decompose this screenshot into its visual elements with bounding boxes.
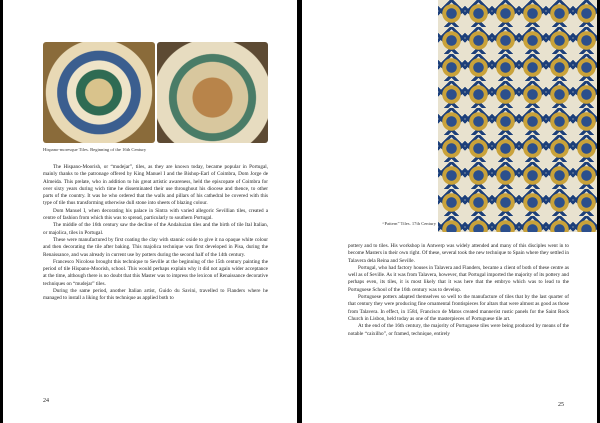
page-number: 24 bbox=[43, 398, 49, 404]
paragraph: The middle of the 16th century saw the decline of the Andaluzian tiles and the birth of tile Ital Italian, or majolica, tiles in Portugal. bbox=[43, 222, 268, 236]
paragraph: At the end of the 16th century, the majority of Portuguese tiles were being produced by means of the notable “caixilho”, or framed, technique, entirely bbox=[348, 323, 569, 337]
left-page bbox=[3, 0, 297, 423]
paragraph: Portuguese potters adapted themselves so well to the manufacture of tiles that by the last quarter of that century they were producing fine ornamental frontispieces for altars that were almost as good as those from Talavera. In effect, in 1584, Francisco de Matos created mannerist rustic panels for the Saint Rock Church in Lisbon, held today as one of the masterpieces of Portuguese tile art. bbox=[348, 294, 569, 322]
page-number: 25 bbox=[558, 402, 564, 408]
paragraph: During the same period, another Italian artist, Guido du Savini, travelled to Flanders where he managed to install a liking for this technique as applied both to bbox=[43, 288, 268, 302]
tile-photo-caption: Hispano-moresque Tiles. Beginning of the 16th Century bbox=[43, 147, 147, 152]
right-page bbox=[302, 0, 597, 423]
paragraph: pottery and to tiles. His workshop in Antwerp was widely attended and many of this disciples went in to become Masters in their own right. Of these, several took the new technique to Spain where they settled in Talavera dela Reina and Seville. bbox=[348, 243, 569, 264]
paragraph: Portugal, who had factory houses in Talavera and Flanders, became a client of both of these centre as well as of Seville. As it was from Talavera, however, that Portugal imported the majority of its pottery and perhaps even, its tiles, it is most likely that it was here that the embryo which was to lead to the Portuguese School of the 16th century was to develop. bbox=[348, 264, 569, 293]
hispano-moresque-tile-photo-1 bbox=[43, 42, 155, 143]
pattern-tiles-caption: “Pattern” Tiles. 17th Century bbox=[382, 221, 436, 226]
paragraph: Dom Manuel I, when decorating his palace in Sintra with varied allegoric Sevillian tiles, created a centre of fashion from which this was to spread, particularly to southern Portugal. bbox=[43, 207, 268, 222]
paragraph: Francesco Nicoloso brought this technique to Seville at the beginning of the 15th century painting the period of tile Hispano-Moorish, school. This would perhaps explain why it did not again wider acceptance at the time, although there is no doubt that this Master was to impress the lexicon of Renaissance decorative techniques on “mudejar” tiles. bbox=[43, 258, 268, 287]
pattern-tiles-photo bbox=[438, 0, 597, 232]
paragraph: These were manufactured by first coating the clay with stannic oxide to give it na opaque white colour and then decorating the tile after baking. This majolica technique was first developed in Pisa, during the Renaissance, and was already in current use by potters during the second half of the 14th century. bbox=[43, 236, 268, 258]
left-body-text bbox=[43, 164, 268, 303]
hispano-moresque-tile-photo-2 bbox=[157, 42, 268, 143]
right-body-text bbox=[348, 243, 569, 338]
paragraph: The Hispano-Moorish, or “mudejar”, tiles, as they are known today, became popular in Portugal, mainly thanks to the patronage offered by King Manuel I and the Bishop-Earl of Coimbra, Dom Jorge de Almeida. This prelate, who in addition to his great artistic awareness, held the episcopate of Coimbra for over sixty years during wich time he disseminated their use throughout his diocese and thence, to other parts of the country. It was he who ordered that the walls and pillars of his cathedral be covered with this type of tile thus transforming otherwise dull stone into sheets of blazing colour. bbox=[43, 164, 268, 207]
